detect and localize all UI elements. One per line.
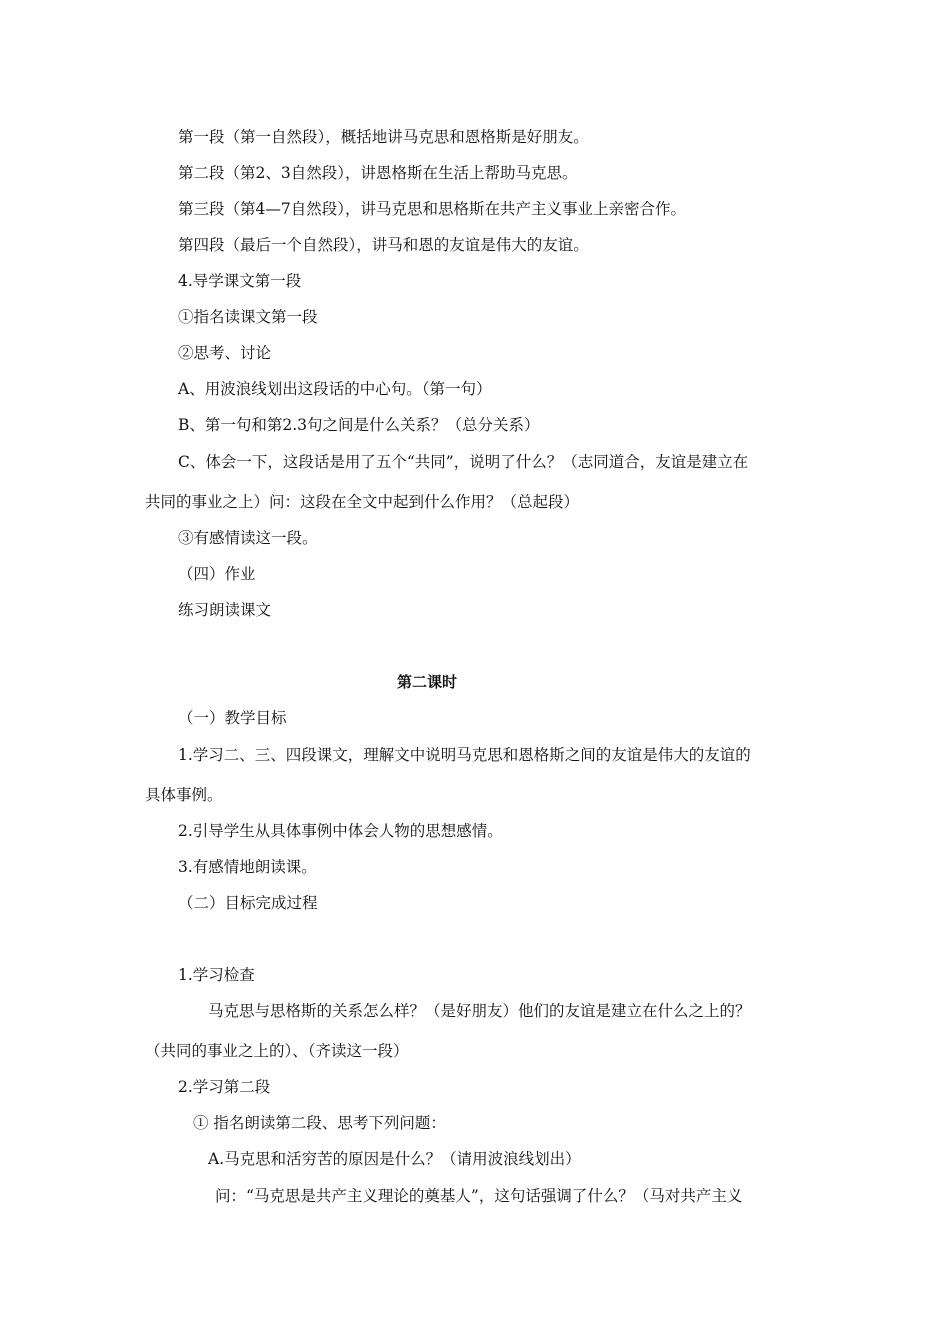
paragraph-line: B、第一句和第2.3句之间是什么关系？（总分关系） xyxy=(178,416,540,434)
paragraph-line: 问：“马克思是共产主义理论的奠基人”，这句话强调了什么？（马对共产主义 xyxy=(215,1187,743,1205)
paragraph-line: 第一段（第一自然段），概括地讲马克思和恩格斯是好朋友。 xyxy=(178,128,589,146)
section-heading: （四）作业 xyxy=(178,565,256,583)
paragraph-line: 2.引导学生从具体事例中体会人物的思想感情。 xyxy=(178,822,503,840)
paragraph-line: A.马克思和活穷苦的原因是什么？（请用波浪线划出） xyxy=(208,1150,581,1168)
section-item: 1.学习检查 xyxy=(178,966,255,984)
section-heading: （二）目标完成过程 xyxy=(178,894,318,912)
paragraph-line: C、体会一下，这段话是用了五个“共同”，说明了什么？（志同道合，友谊是建立在 xyxy=(178,453,749,471)
paragraph-line: 共同的事业之上）问：这段在全文中起到什么作用？（总起段） xyxy=(145,493,580,511)
paragraph-line: 具体事例。 xyxy=(145,786,223,804)
paragraph-line: 马克思与思格斯的关系怎么样？（是好朋友）他们的友谊是建立在什么之上的？ xyxy=(208,1002,751,1020)
page-title: 第二课时 xyxy=(397,673,458,691)
section-item: 4.导学课文第一段 xyxy=(178,272,302,290)
paragraph-line: ②思考、讨论 xyxy=(178,344,272,362)
paragraph-line: A、用波浪线划出这段话的中心句。（第一句） xyxy=(178,380,492,398)
paragraph-line: 练习朗读课文 xyxy=(178,601,272,619)
section-item: 2.学习第二段 xyxy=(178,1078,271,1096)
paragraph-line: ①指名读课文第一段 xyxy=(178,308,318,326)
paragraph-line: 3.有感情地朗读课。 xyxy=(178,858,317,876)
paragraph-line: 第四段（最后一个自然段），讲马和恩的友谊是伟大的友谊。 xyxy=(178,236,589,254)
paragraph-line: 1.学习二、三、四段课文，理解文中说明马克思和恩格斯之间的友谊是伟大的友谊的 xyxy=(178,746,751,764)
paragraph-line: （共同的事业之上的）、（齐读这一段） xyxy=(145,1042,409,1060)
paragraph-line: 第二段（第2、3自然段），讲恩格斯在生活上帮助马克思。 xyxy=(178,164,578,182)
paragraph-line: ③有感情读这一段。 xyxy=(178,529,318,547)
paragraph-line: 第三段（第4—7自然段），讲马克思和思格斯在共产主义事业上亲密合作。 xyxy=(178,200,686,218)
paragraph-line: ① 指名朗读第二段、思考下列问题： xyxy=(193,1114,446,1132)
section-heading: （一）教学目标 xyxy=(178,709,287,727)
